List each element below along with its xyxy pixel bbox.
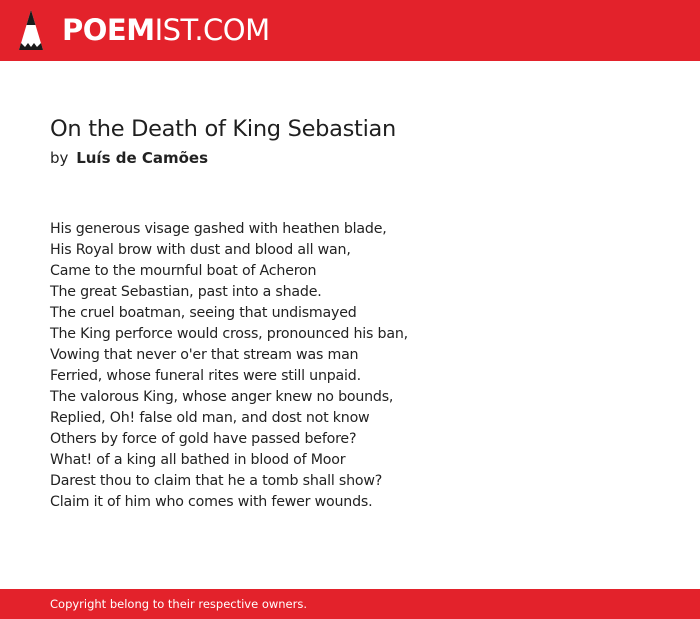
poem-title: On the Death of King Sebastian bbox=[50, 116, 396, 142]
brand-light: IST.COM bbox=[154, 13, 270, 47]
poem-line: What! of a king all bathed in blood of Moor bbox=[50, 452, 346, 468]
by-label: by bbox=[50, 149, 69, 167]
poem-line: His generous visage gashed with heathen blade, bbox=[50, 221, 387, 237]
site-footer bbox=[0, 589, 700, 619]
poem-line: Ferried, whose funeral rites were still unpaid. bbox=[50, 368, 361, 384]
site-header bbox=[0, 0, 700, 61]
site-logo-text[interactable] bbox=[62, 12, 270, 48]
poem-line: Replied, Oh! false old man, and dost not know bbox=[50, 410, 370, 426]
pencil-tip-icon[interactable] bbox=[18, 9, 44, 51]
poem-line: Others by force of gold have passed before? bbox=[50, 431, 357, 447]
poem-body bbox=[50, 219, 408, 513]
poem-line: Darest thou to claim that he a tomb shall show? bbox=[50, 473, 383, 489]
poem-line: The cruel boatman, seeing that undismayed bbox=[50, 305, 357, 321]
poem-line: The great Sebastian, past into a shade. bbox=[50, 284, 322, 300]
poem-line: The King perforce would cross, pronounced his ban, bbox=[50, 326, 408, 342]
copyright-text: Copyright belong to their respective owners. bbox=[50, 597, 308, 611]
poem-line: His Royal brow with dust and blood all wan, bbox=[50, 242, 351, 258]
poem-byline bbox=[50, 149, 208, 167]
author-name[interactable]: Luís de Camões bbox=[76, 149, 209, 167]
poem-line: The valorous King, whose anger knew no bounds, bbox=[50, 389, 394, 405]
poem-line: Came to the mournful boat of Acheron bbox=[50, 263, 317, 279]
brand-strong: POEM bbox=[62, 13, 155, 47]
poem-line: Vowing that never o'er that stream was man bbox=[50, 347, 359, 363]
poem-line: Claim it of him who comes with fewer wounds. bbox=[50, 494, 373, 510]
